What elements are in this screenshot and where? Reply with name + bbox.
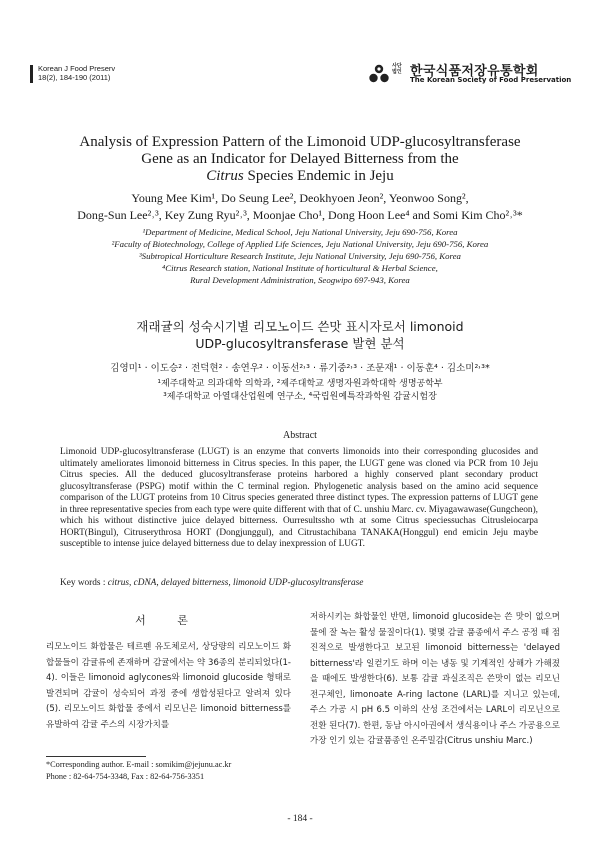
title-rest: Species Endemic in Jeju xyxy=(243,168,394,184)
korean-title xyxy=(40,318,560,352)
society-korean-name: 한국식품저장유통학회 xyxy=(410,64,539,79)
footnote-email: *Corresponding author. E-mail : somikim@jejunu.ac.kr xyxy=(46,760,232,769)
footnote-phone: Phone : 82-64-754-3348, Fax : 82-64-756-3351 xyxy=(46,771,205,781)
abstract-heading: Abstract xyxy=(283,430,317,441)
korean-affiliations xyxy=(40,378,560,404)
title-line-3 xyxy=(40,168,560,185)
affiliation-4-cont: Rural Development Administration, Seogwipo 697-943, Korea xyxy=(190,275,410,285)
society-corp-mark: 사단 법인 xyxy=(392,63,402,75)
society-logo-icon xyxy=(368,62,390,84)
journal-volume: 18(2), 184-190 (2011) xyxy=(38,73,111,82)
body-column-right: 저하시키는 화합물인 반면, limonoid glucoside는 쓴 맛이 없으며 물에 잘 녹는 활성 물질이다(1). 몇몇 감귤 품종에서 주스 공정 때 점진적으로 발생한다고 보고된 limonoid bitterness는 'delayed bitterness'라 일컫기도 하며 이는 냉동 및 기계적인 상해가 가해졌을 때에도 발생한다(6). 보통 감귤 과실조직은 쓴맛이 없는 리모닌 전구체인, limonoate A-ring lactone (LARL)를 지니고 있는데, 주스 가공 시 pH 6.5 이하의 산성 조건에서는 LARL이 리모닌으로 전환 된다(7). 한편, 동남 아시아권에서 생식용이나 주스 가공용으로 가장 인기 있는 감귤품종인 온주밀감(Citrus unshiu Marc.) xyxy=(310,612,560,746)
authors-line-1: Young Mee Kim¹, Do Seung Lee², Deokhyoen Jeon², Yeonwoo Song², xyxy=(131,191,469,205)
affiliation-4: ⁴Citrus Research station, National Institute of horticultural & Herbal Science, xyxy=(162,263,438,273)
authors-line-2: Dong-Sun Lee²˒³, Key Zung Ryu²˒³, Moonjae Cho¹, Dong Hoon Lee⁴ and Somi Kim Cho²˒³* xyxy=(77,208,523,222)
keywords-label: Key words : xyxy=(60,578,108,588)
title-line-2: Gene as an Indicator for Delayed Bitterness from the xyxy=(141,151,459,167)
section-heading-introduction: 서 론 xyxy=(135,614,202,627)
affiliation-2: ²Faculty of Biotechnology, College of Applied Life Sciences, Jeju National University, Jeju 690-756, Korea xyxy=(111,239,489,249)
korean-authors: 김영미¹ · 이도승² · 전덕현² · 송연우² · 이동선²˒³ · 류기중²˒³ · 조문재¹ · 이동훈⁴ · 김소미²˒³* xyxy=(110,363,490,374)
korean-title-line-2: UDP-glucosyltransferase 발현 분석 xyxy=(195,336,405,351)
page-number: - 184 - xyxy=(287,814,313,824)
affiliation-3: ³Subtropical Horticulture Research Institute, Jeju National University, Jeju 690-756, Korea xyxy=(139,251,461,261)
footnote-rule xyxy=(46,756,146,757)
author-list xyxy=(30,190,570,224)
corresponding-author-footnote xyxy=(46,759,291,782)
journal-citation xyxy=(38,64,115,82)
journal-name: Korean J Food Preserv xyxy=(38,64,116,73)
society-english-name: The Korean Society of Food Preservation xyxy=(410,76,572,84)
body-column-left: 리모노이드 화합물은 테르펜 유도체로서, 상당량의 리모노이드 화합물들이 감귤류에 존재하며 감귤에서는 약 36종의 분리되었다(1-4). 이들은 limonoid aglycones와 limonoid glucoside 형태로 발견되며 감귤이 성숙되어 과정 중에 생합성된다고 알려져 있다(5). 리모노이드 화합물 중에서 리모닌은 limonoid bitterness를 유발하여 감귤 주스의 시장가치를 xyxy=(46,642,291,730)
keywords-list: citrus, cDNA, delayed bitterness, limonoid UDP-glucosyltransferase xyxy=(107,578,364,588)
korean-affiliation-1: ¹제주대학교 의과대학 의학과, ²제주대학교 생명자원과학대학 생명공학부 xyxy=(157,379,443,389)
paper-title xyxy=(40,134,560,185)
korean-affiliation-2: ³제주대학교 아열대산업원예 연구소, ⁴국립원예특작과학원 감귤시험장 xyxy=(163,392,437,402)
keywords xyxy=(60,578,540,588)
affiliations xyxy=(60,226,540,286)
title-line-1: Analysis of Expression Pattern of the Limonoid UDP-glucosyltransferase xyxy=(79,134,521,150)
abstract-text: Limonoid UDP-glucosyltransferase (LUGT) is an enzyme that converts limonoids into their corresponding glucosides and ultimately ameliorates limonoid bitterness in Citrus species. In this paper, the LUGT gene was cloned via PCR from 10 Jeju Citrus species. All the deduced glucosyltransferase proteins harbored a highly conserved plant secondary product glucosyltransferase (PSPG) motif within the C terminal region. Phylogenetic analysis based on the amino acid sequence comparison of the LUGT proteins from 10 Citrus species generated three distinct types. The expression patterns of LUGT gene in three representative species from each type were quite different with that of C. unshiu Marc. cv. Miyagawawase(Gungcheon), which his without distinctive juice delayed bitterness. Ourresultssho wth at some Citrus speciessuchas Citrusleiocarpa HORT(Bingul), Citruserythrosa HORT (Dongjunggul), and Citrustachibana TANAKA(Honggul) end emicin Jeju maybe susceptible to intense juice delayed bitterness due to delay inexpression of LUGT. xyxy=(60,447,538,549)
journal-bar xyxy=(30,65,33,83)
title-italic: Citrus xyxy=(206,168,244,184)
affiliation-1: ¹Department of Medicine, Medical School, Jeju National University, Jeju 690-756, Korea xyxy=(142,227,458,237)
korean-title-line-1: 재래귤의 성숙시기별 리모노이드 쓴맛 표시자로서 limonoid xyxy=(136,319,464,334)
